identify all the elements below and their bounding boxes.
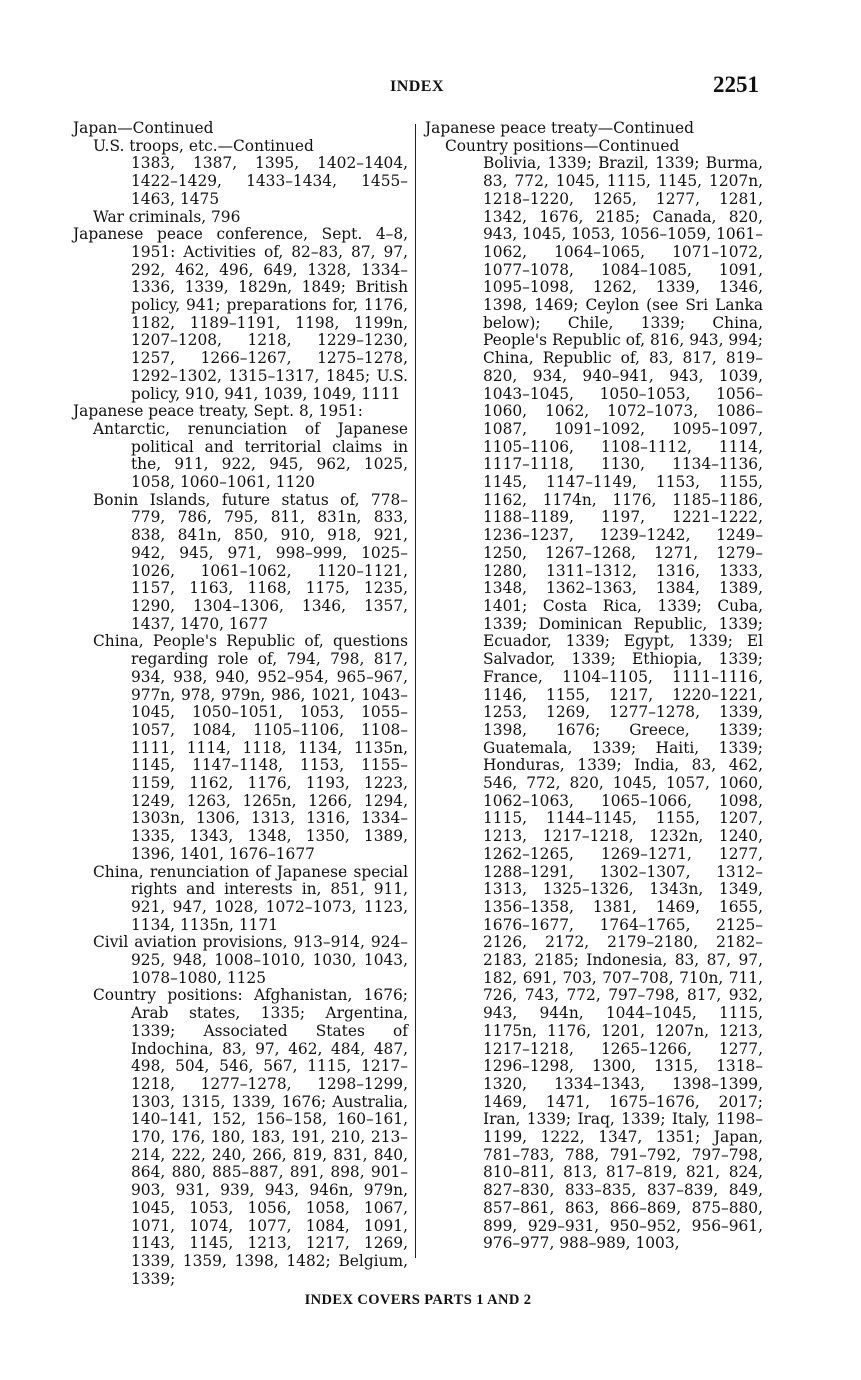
page-header	[0, 72, 861, 102]
index-entry: Japanese peace conference, Sept. 4–8, 1951: Activities of, 82–83, 87, 97, 292, 462, 496, 649, 1328, 1334–1336, 1339, 1829n, 1849; British policy, 941; preparations for, 1176, 1182, 1189–1191, 1198, 1199n, 1207–1208, 1218, 1229–1230, 1257, 1266–1267, 1275–1278, 1292–1302, 1315–1317, 1845; U.S. policy, 910, 941, 1039, 1049, 1111	[73, 225, 408, 403]
page-footer: INDEX COVERS PARTS 1 AND 2	[304, 1292, 532, 1308]
index-subentry: War criminals, 796	[93, 207, 241, 226]
index-subentry: Country positions—Continued	[445, 136, 680, 155]
left-column	[73, 120, 408, 1288]
column-divider	[415, 124, 416, 1258]
index-subentry: Bonin Islands, future status of, 778–779, 786, 795, 811, 831n, 833, 838, 841n, 850, 910, 918, 921, 942, 945, 971, 998–999, 1025–1026, 1061–1062, 1120–1121, 1157, 1163, 1168, 1175, 1235, 1290, 1304–1306, 1346, 1357, 1437, 1470, 1677	[93, 490, 408, 633]
index-entry: Japanese peace treaty, Sept. 8, 1951:	[73, 402, 363, 421]
page-number: 2251	[713, 72, 759, 97]
right-column	[425, 120, 763, 1253]
index-entry: Japanese peace treaty—Continued	[425, 119, 694, 137]
index-subentry: China, renunciation of Japanese special rights and interests in, 851, 911, 921, 947, 1028, 1072–1073, 1123, 1134, 1135n, 1171	[93, 862, 408, 934]
index-subentry: China, People's Republic of, questions regarding role of, 794, 798, 817, 934, 938, 940, 952–954, 965–967, 977n, 978, 979n, 986, 1021, 1043–1045, 1050–1051, 1053, 1055–1057, 1084, 1105–1106, 1108–1111, 1114, 1118, 1134, 1135n, 1145, 1147–1148, 1153, 1155–1159, 1162, 1176, 1193, 1223, 1249, 1263, 1265n, 1266, 1294, 1303n, 1306, 1313, 1316, 1334–1335, 1343, 1348, 1350, 1389, 1396, 1401, 1676–1677	[93, 632, 408, 863]
index-subentry: Country positions: Afghanistan, 1676; Arab states, 1335; Argentina, 1339; Associated States of Indochina, 83, 97, 462, 484, 487, 498, 504, 546, 567, 1115, 1217–1218, 1277–1278, 1298–1299, 1303, 1315, 1339, 1676; Australia, 140–141, 152, 156–158, 160–161, 170, 176, 180, 183, 191, 210, 213–214, 222, 240, 266, 819, 831, 840, 864, 880, 885–887, 891, 898, 901–903, 931, 939, 943, 946n, 979n, 1045, 1053, 1056, 1058, 1067, 1071, 1074, 1077, 1084, 1091, 1143, 1145, 1213, 1217, 1269, 1339, 1359, 1398, 1482; Belgium, 1339;	[93, 986, 408, 1288]
index-subentry: Civil aviation provisions, 913–914, 924–925, 948, 1008–1010, 1030, 1043, 1078–1080, 1125	[93, 933, 408, 987]
index-subentry: Antarctic, renunciation of Japanese political and territorial claims in the, 911, 922, 945, 962, 1025, 1058, 1060–1061, 1120	[93, 419, 408, 492]
index-continuation: Bolivia, 1339; Brazil, 1339; Burma, 83, 772, 1045, 1115, 1145, 1207n, 1218–1220, 1265, 1277, 1281, 1342, 1676, 2185; Canada, 820, 943, 1045, 1053, 1056–1059, 1061–1062, 1064–1065, 1071–1072, 1077–1078, 1084–1085, 1091, 1095–1098, 1262, 1339, 1346, 1398, 1469; Ceylon (see Sri Lanka below); Chile, 1339; China, People's Republic of, 816, 943, 994; China, Republic of, 83, 817, 819–820, 934, 940–941, 943, 1039, 1043–1045, 1050–1053, 1056–1060, 1062, 1072–1073, 1086–1087, 1091–1092, 1095–1097, 1105–1106, 1108–1112, 1114, 1117–1118, 1130, 1134–1136, 1145, 1147–1149, 1153, 1155, 1162, 1174n, 1176, 1185–1186, 1188–1189, 1197, 1221–1222, 1236–1237, 1239–1242, 1249–1250, 1267–1268, 1271, 1279–1280, 1311–1312, 1316, 1333, 1348, 1362–1363, 1384, 1389, 1401; Costa Rica, 1339; Cuba, 1339; Dominican Republic, 1339; Ecuador, 1339; Egypt, 1339; El Salvador, 1339; Ethiopia, 1339; France, 1104–1105, 1111–1116, 1146, 1155, 1217, 1220–1221, 1253, 1269, 1277–1278, 1339, 1398, 1676; Greece, 1339; Guatemala, 1339; Haiti, 1339; Honduras, 1339; India, 83, 462, 546, 772, 820, 1045, 1057, 1060, 1062–1063, 1065–1066, 1098, 1115, 1144–1145, 1155, 1207, 1213, 1217–1218, 1232n, 1240, 1262–1265, 1269–1271, 1277, 1288–1291, 1302–1307, 1312–1313, 1325–1326, 1343n, 1349, 1356–1358, 1381, 1469, 1655, 1676–1677, 1764–1765, 2125–2126, 2172, 2179–2180, 2182–2183, 2185; Indonesia, 83, 87, 97, 182, 691, 703, 707–708, 710n, 711, 726, 743, 772, 797–798, 817, 932, 943, 944n, 1044–1045, 1115, 1175n, 1176, 1201, 1207n, 1213, 1217–1218, 1265–1266, 1277, 1296–1298, 1300, 1315, 1318–1320, 1334–1343, 1398–1399, 1469, 1471, 1675–1676, 2017; Iran, 1339; Iraq, 1339; Italy, 1198–1199, 1222, 1347, 1351; Japan, 781–783, 788, 791–792, 797–798, 810–811, 813, 817–819, 821, 824, 827–830, 833–835, 837–839, 849, 857–861, 863, 866–869, 875–880, 899, 929–931, 950–952, 956–961, 976–977, 988–989, 1003,	[483, 154, 763, 1253]
running-head: INDEX	[389, 78, 445, 95]
index-continuation: 1383, 1387, 1395, 1402–1404, 1422–1429, 1433–1434, 1455–1463, 1475	[131, 154, 408, 208]
index-entry: Japan—Continued	[73, 119, 214, 137]
index-subentry: U.S. troops, etc.—Continued	[93, 136, 314, 155]
